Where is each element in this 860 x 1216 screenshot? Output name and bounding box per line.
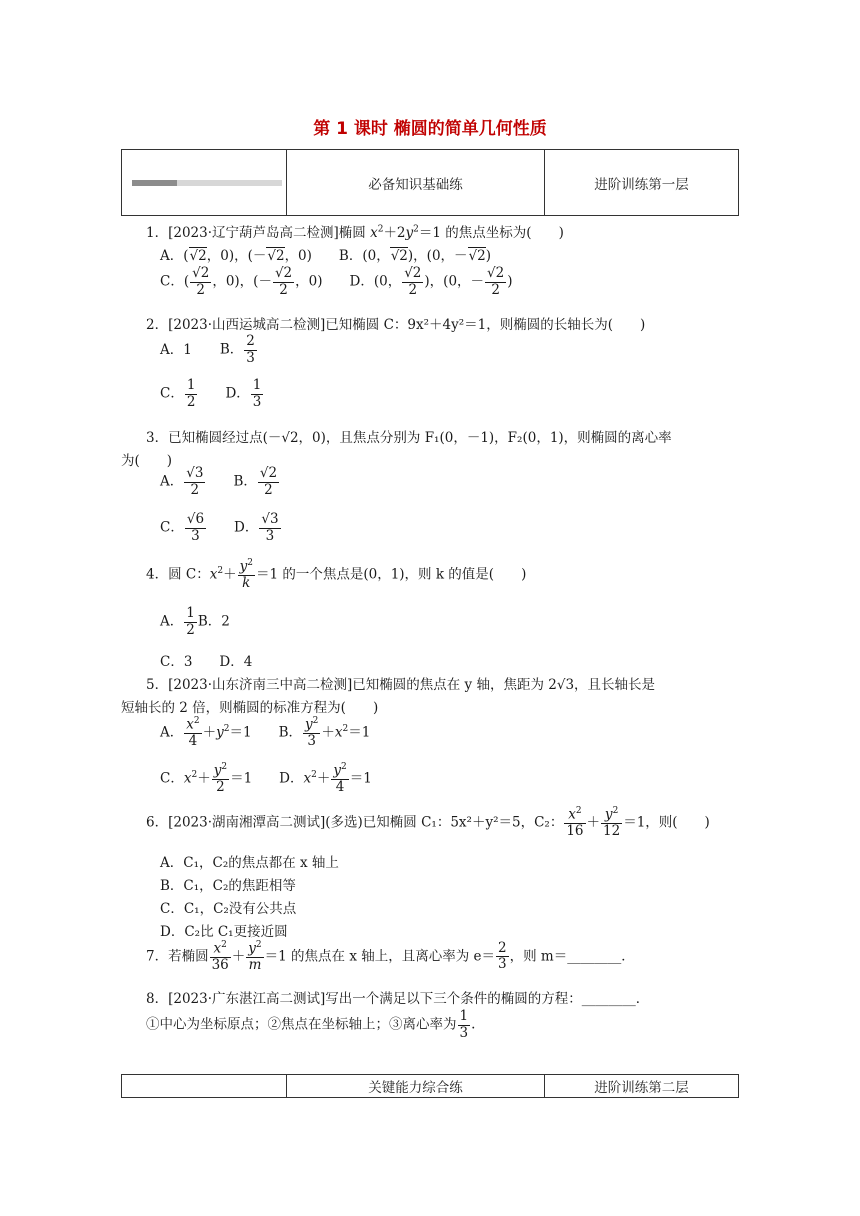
question-1: 1．[2023·辽宁葫芦岛高二检测]椭圆 $x^2+2y^2=1$ 的焦点坐标为( )	[146, 224, 564, 241]
section-header-table	[121, 149, 739, 216]
progress-cell	[122, 150, 287, 216]
question-1-options-ab: A．(√2，0)，(－√2，0) B．(0，√2)，(0，－√2)	[160, 248, 492, 264]
question-3-line-1: 3．已知椭圆经过点(－√2，0)，且焦点分别为 F₁(0，－1)，F₂(0，1)，则椭圆的离心率	[146, 430, 672, 446]
question-8-line-2: ①中心为坐标原点；②焦点在坐标轴上；③离心率为 $\frac{1}{3}$ .	[146, 1008, 476, 1041]
section-name-2: 关键能力综合练	[287, 1075, 545, 1098]
question-4-options-cd: C．3 D．4	[160, 654, 253, 670]
question-6-option-d: D．C₂比 C₁更接近圆	[160, 924, 288, 940]
question-5-options-cd: C．$x^2+$ $\frac{y^2}{2}$ ＝1 D．$x^2+$ $\frac{y^2}{4}$ ＝1	[160, 762, 372, 796]
section-level: 进阶训练第一层	[545, 150, 739, 216]
progress-bar	[132, 180, 282, 186]
question-3-options-ab: A． $\frac{√3}{2}$ B． $\frac{√2}{2}$	[160, 465, 278, 498]
section-name: 必备知识基础练	[287, 150, 545, 216]
question-5-options-ab: A． $\frac{x^2}{4}$ $+y^2=1$ B． $\frac{y^2}{3}$ $+x^2=1$	[160, 716, 371, 750]
question-2-options-cd: C． $\frac{1}{2}$ D． $\frac{1}{3}$	[160, 377, 262, 410]
question-5-line-2: 短轴长的 2 倍，则椭圆的标准方程为( )	[121, 700, 379, 716]
question-4-options-ab: A． $\frac{1}{2}$ B．2	[160, 605, 230, 638]
question-6: 6．[2023·湖南湘潭高二测试](多选)已知椭圆 C₁：5x²＋y²＝5，C₂： $\frac{x^2}{16}$ ＋ $\frac{y^2}{12}$ ＝1，则( )	[146, 806, 710, 840]
question-1-options-cd: C．( $\frac{√2}{2}$ ，0)，(－ $\frac{√2}{2}$ ，0) D．(0， $\frac{√2}{2}$ )，(0，－ $\frac{√2}{2}$ )	[160, 265, 513, 298]
question-6-option-c: C．C₁，C₂没有公共点	[160, 901, 297, 917]
question-4: 4．圆 C：$x^2+$ $\frac{y^2}{k}$ ＝1 的一个焦点是(0，1)，则 k 的值是( )	[146, 558, 527, 592]
question-2-options-ab: A．1 B． $\frac{2}{3}$	[160, 333, 255, 366]
question-6-option-a: A．C₁，C₂的焦点都在 x 轴上	[160, 855, 339, 871]
progress-fill	[132, 180, 177, 186]
question-3-options-cd: C． $\frac{√6}{3}$ D． $\frac{√3}{3}$	[160, 511, 279, 544]
question-8-line-1: 8．[2023·广东湛江高二测试]写出一个满足以下三个条件的椭圆的方程：________．	[146, 991, 650, 1007]
section-footer-table	[121, 1074, 739, 1098]
question-6-option-b: B．C₁，C₂的焦距相等	[160, 878, 296, 894]
page-title: 第 1 课时 椭圆的简单几何性质	[313, 119, 547, 139]
question-5-line-1: 5．[2023·山东济南三中高二检测]已知椭圆的焦点在 y 轴，焦距为 2√3，且长轴长是	[146, 677, 656, 693]
question-3-line-2: 为( )	[121, 453, 173, 469]
section-level-2: 进阶训练第二层	[545, 1075, 739, 1098]
question-2: 2．[2023·山西运城高二检测]已知椭圆 C：9x²＋4y²＝1，则椭圆的长轴长为( )	[146, 317, 646, 333]
question-7: 7．若椭圆 $\frac{x^2}{36}$ ＋ $\frac{y^2}{m}$ ＝1 的焦点在 x 轴上，且离心率为 e＝ $\frac{2}{3}$ ，则 m＝________．	[146, 939, 635, 974]
footer-blank-cell	[122, 1075, 287, 1098]
